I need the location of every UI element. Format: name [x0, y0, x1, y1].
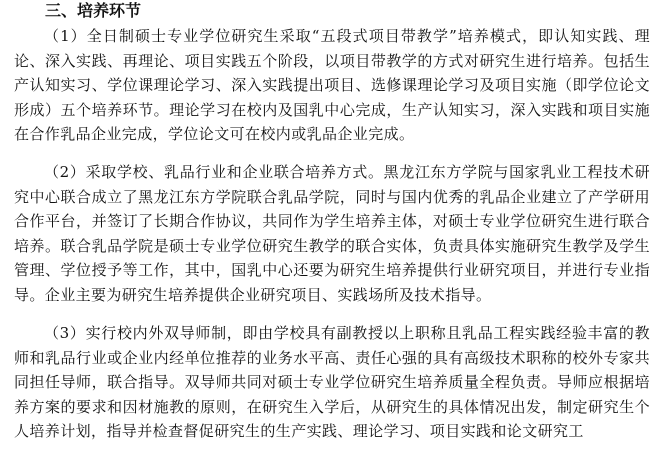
paragraph-training-mode: （1）全日制硕士专业学位研究生采取“五段式项目带教学”培养模式，即认知实践、理论、深入实践、再理论、项目实践五个阶段，以项目带教学的方式对研究生进行培养。包括生产认知实习、学位课理论学习、深入实践提出项目、选修课理论学习及项目实施（即学位论文形成）五个培养环节。理论学习在校内及国乳中心完成，生产认知实习，深入实践和项目实施在合作乳品企业完成，学位论文可在校内或乳品企业完成。: [14, 27, 650, 144]
paragraph-dual-supervisor: （3）实行校内外双导师制，即由学校具有副教授以上职称且乳品工程实践经验丰富的教师和乳品行业或企业内经单位推荐的业务水平高、责任心强的具有高级技术职称的校外专家共同担任导师，联合指导。双导师共同对硕士专业学位研究生培养质量全程负责。导师应根据培养方案的要求和因材施教的原则，在研究生入学后，从研究生的具体情况出发，制定研究生个人培养计划，指导并检查督促研究生的生产实践、理论学习、项目实践和论文研究工: [14, 324, 650, 441]
paragraph-joint-training: （2）采取学校、乳品行业和企业联合培养方式。黑龙江东方学院与国家乳业工程技术研究中心联合成立了黑龙江东方学院联合乳品学院，同时与国内优秀的乳品企业建立了产学研用合作平台，并签订了长期合作协议，共同作为学生培养主体，对硕士专业学位研究生进行联合培养。联合乳品学院是硕士专业学位研究生教学的联合实体，负责具体实施研究生教学及学生管理、学位授予等工作，其中，国乳中心还要为研究生培养提供行业研究项目，并进行专业指导。企业主要为研究生培养提供企业研究项目、实践场所及技术指导。: [14, 163, 650, 304]
section-heading: 三、培养环节: [45, 1, 142, 20]
